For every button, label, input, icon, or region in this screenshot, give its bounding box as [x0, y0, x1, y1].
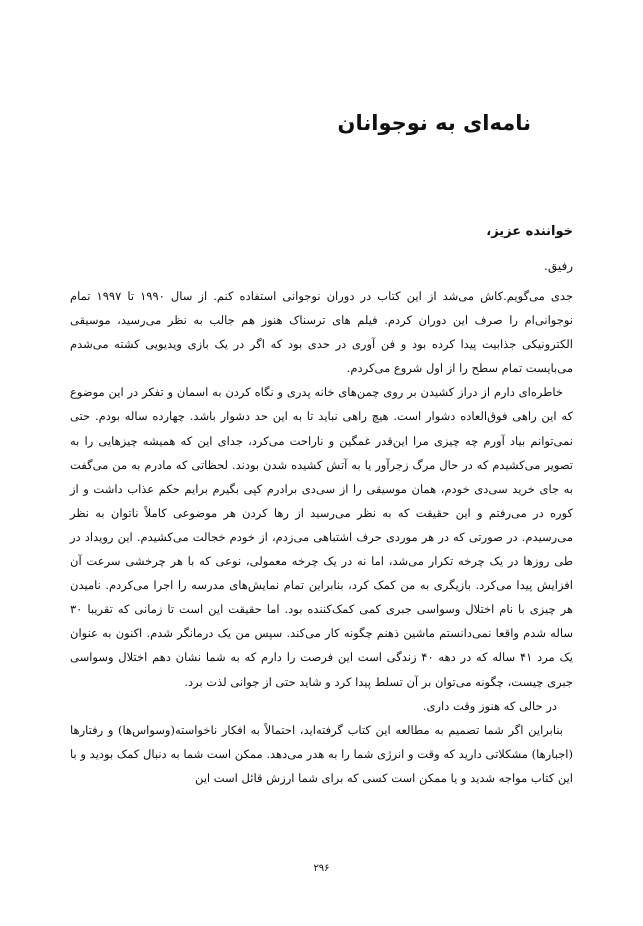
salutation: خواننده عزیز،	[486, 224, 573, 239]
page-title: نامه‌ای به نوجوانان	[337, 111, 531, 135]
paragraph: بنابراین اگر شما تصمیم به مطالعه این کتاب گرفته‌اید، احتمالاً به افکار ناخواسته(وسواس‌ها) و رفتارها (اجبارها) مشکلاتی دارید که وقت و انرژی شما را به هدر می‌دهد. ممکن است شما به دنبال کمک بودید و با این کتاب مواجه شدید و یا ممکن است کسی که برای شما ارزش قائل است این	[70, 722, 573, 785]
greeting: رفیق.	[544, 259, 573, 273]
page-number: ۲۹۶	[313, 863, 330, 874]
body-text	[70, 284, 573, 790]
paragraph: خاطره‌ای دارم از دراز کشیدن بر روی چمن‌های خانه پدری و نگاه کردن به اسمان و تفکر در این موضوع که این راهی فوق‌العاده دشوار است. هیچ راهی نباید تا به این حد دشوار باشد. چهارده ساله بودم. حتی نمی‌توانم بیاد آورم چه چیزی مرا این‌قدر غمگین و ناراحت می‌کرد، جدای این که همیشه چیزهایی را به تصویر می‌کشیدم که در حال مرگ زجرآور یا به آتش کشیده شدن بودند. لحظاتی که مادرم به من می‌گفت به جای خرید سی‌دی خودم، همان موسیقی را از سی‌دی برادرم کپی بگیرم برایم حکم عذاب داشت و از کوره در می‌رفتم و این حقیقت که به نظر می‌رسید از رها کردن هر موضوعی کاملاً ناتوان به نظر می‌رسیدم. در صورتی که در هر موردی حرف اشتباهی می‌زدم، از خودم خجالت می‌کشیدم. این رویداد در طی روزها در یک چرخه تکرار می‌شد، اما نه در یک چرخه معمولی، نوعی که با هر چرخشی سرعت آن افزایش پیدا می‌کرد. بازیگری به من کمک کرد، بنابراین تمام نمایش‌های مدرسه را اجرا می‌کردم. نامیدن هر چیزی با نام اختلال وسواسی جبری کمی کمک‌کننده بود. اما حقیقت این است تا زمانی که تقریبا ۳۰ ساله شدم واقعا نمی‌دانستم ماشین ذهنم چگونه کار می‌کند. سپس من یک درمانگر شدم. اکنون به عنوان یک مرد ۴۱ ساله که در دهه ۴۰ زندگی است این فرصت را دارم که به شما نشان دهم اختلال وسواسی جبری چیست، چگونه می‌توان بر آن تسلط پیدا کرد و شاید حتی از جوانی لذت برد.	[70, 385, 573, 689]
paragraph: جدی می‌گویم.کاش می‌شد از این کتاب در دوران نوجوانی استفاده کنم. از سال ۱۹۹۰ تا ۱۹۹۷ تمام نوجوانی‌ام را صرف این دوران کردم. فیلم های ترسناک هنوز هم جالب به نظر می‌رسید، موسیقی الکترونیکی جذابیت پیدا کرده بود و فن آوری در حدی بود که اگر در یک بازی ویدیویی کشته می‌شدم می‌بایست تمام سطح را از اول شروع می‌کردم.	[70, 289, 573, 376]
paragraph: در حالی که هنوز وقت داری.	[422, 698, 557, 713]
